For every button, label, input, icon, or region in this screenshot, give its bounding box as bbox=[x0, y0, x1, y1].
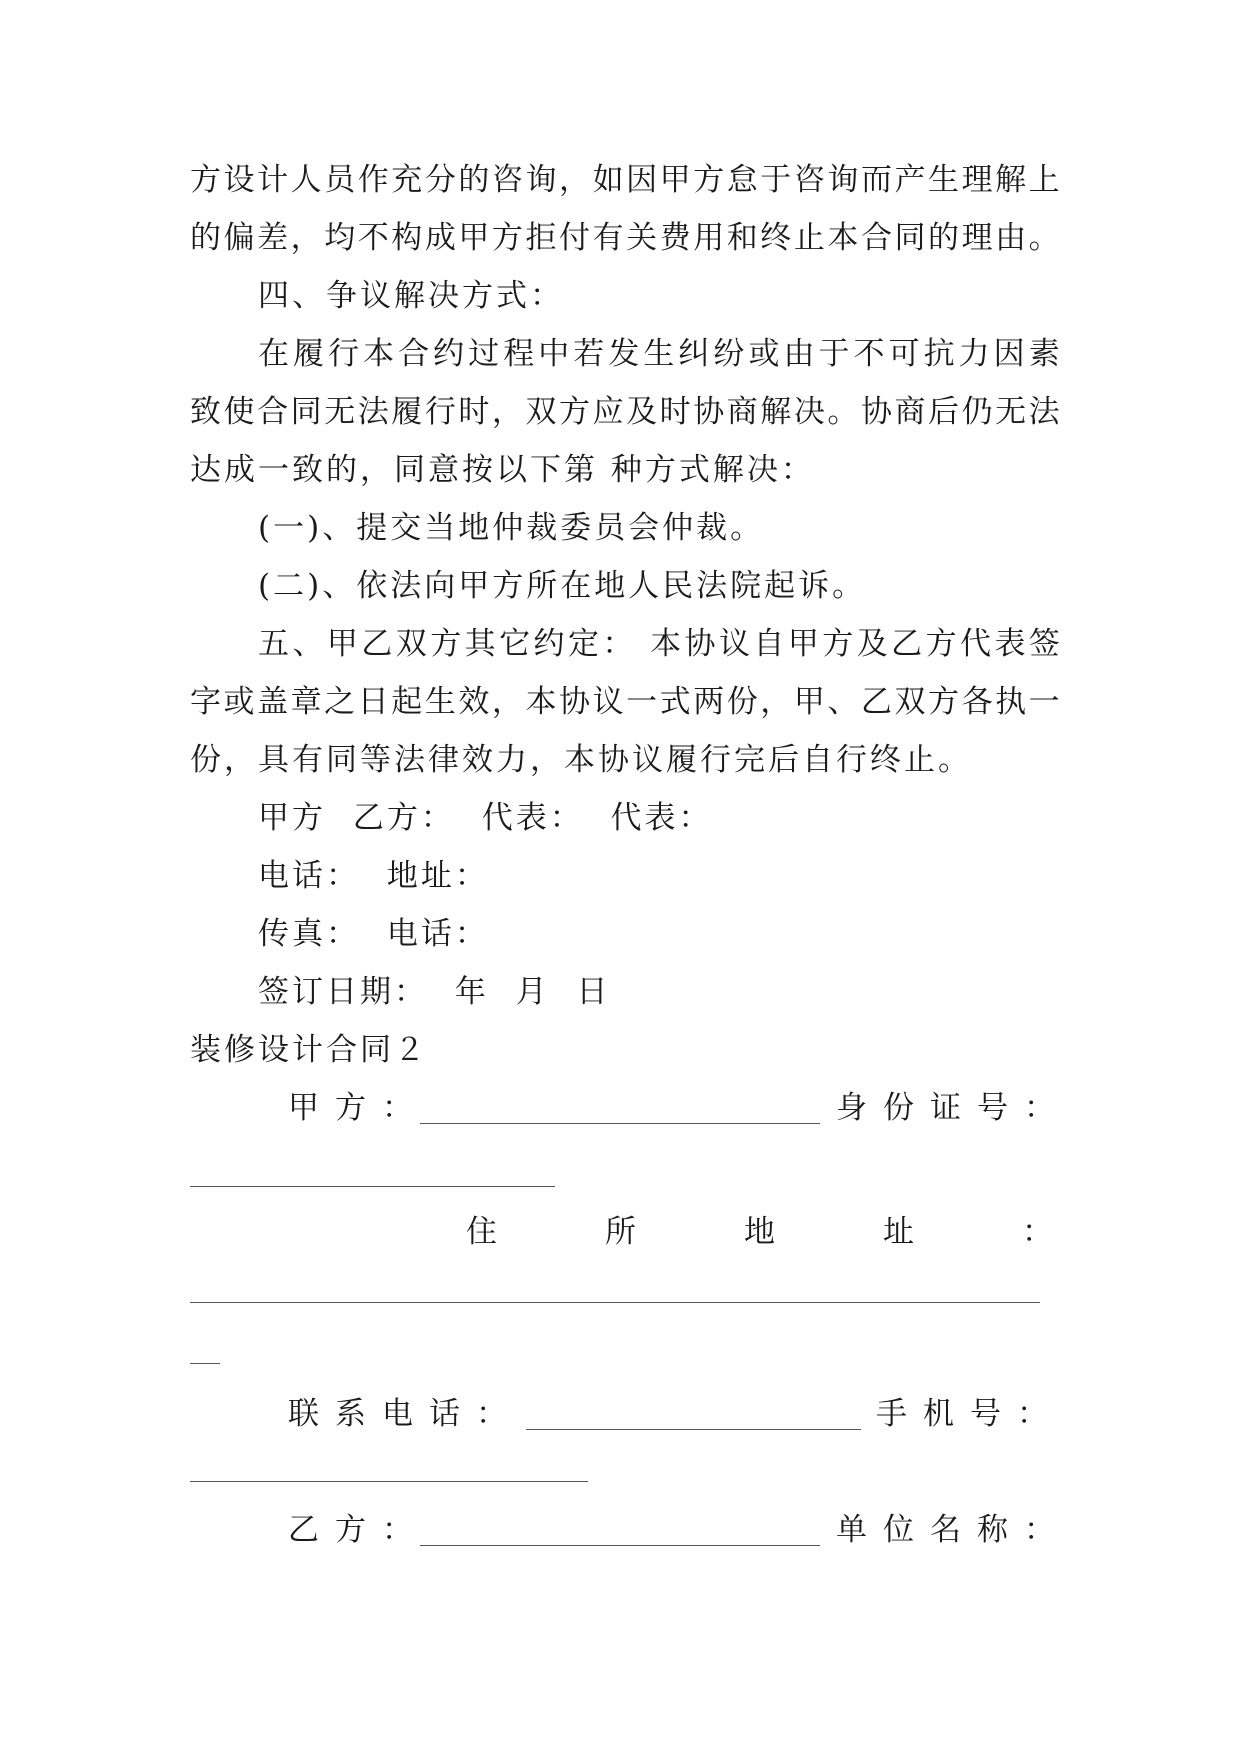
contract-title: 装修设计合同２ bbox=[190, 1032, 428, 1068]
phone-label: 联系电话： bbox=[288, 1396, 523, 1432]
signature-line: 传真： 电话： bbox=[258, 916, 489, 952]
signature-line: 电话： 地址： bbox=[258, 858, 489, 894]
address-blank[interactable] bbox=[190, 1302, 1040, 1303]
party-a-blank[interactable] bbox=[420, 1123, 820, 1124]
paragraph-line: 字 或 盖 章 之 日 起 生 效 ， 本 协 议 一 式 两 份 ， 甲 、 乙 双 方 各 执 一 bbox=[190, 684, 1060, 720]
phone-blank[interactable] bbox=[526, 1429, 861, 1430]
address-label: 住所地址： bbox=[466, 1214, 1161, 1250]
paragraph-line: 在 履 行 本 合 约 过 程 中 若 发 生 纠 纷 或 由 于 不 可 抗 力 因 素 bbox=[258, 336, 1060, 372]
id-number-label: 身份证号： bbox=[836, 1090, 1071, 1126]
address-blank-continuation[interactable] bbox=[190, 1363, 220, 1364]
id-number-blank[interactable] bbox=[190, 1186, 555, 1187]
paragraph-line: 的 偏 差 ， 均 不 构 成 甲 方 拒 付 有 关 费 用 和 终 止 本 合 同 的 理 由 。 bbox=[190, 220, 1060, 256]
unit-name-label: 单位名称： bbox=[836, 1512, 1071, 1548]
paragraph-line: 份，具有同等法律效力，本协议履行完后自行终止。 bbox=[190, 742, 972, 778]
mobile-label: 手机号： bbox=[876, 1396, 1064, 1432]
paragraph-line: 达成一致的，同意按以下第 种方式解决： bbox=[190, 452, 815, 488]
party-b-label: 乙方： bbox=[288, 1512, 429, 1548]
party-b-blank[interactable] bbox=[420, 1545, 820, 1546]
date-line: 签订日期： 年 月 日 bbox=[258, 974, 611, 1010]
party-a-label: 甲方： bbox=[288, 1090, 429, 1126]
mobile-blank[interactable] bbox=[190, 1481, 588, 1482]
section-heading: 四、争议解决方式： bbox=[258, 278, 564, 314]
list-item: (一)、提交当地仲裁委员会仲裁。 bbox=[258, 510, 765, 546]
signature-line: 甲方 乙方： 代表： 代表： bbox=[258, 800, 713, 836]
paragraph-line: 方 设 计 人 员 作 充 分 的 咨 询 ， 如 因 甲 方 怠 于 咨 询 而 产 生 理 解 上 bbox=[190, 162, 1060, 198]
section-heading: 五 、 甲 乙 双 方 其 它 约 定 ： 本 协 议 自 甲 方 及 乙 方 代 表 签 bbox=[258, 626, 1060, 662]
paragraph-line: 致 使 合 同 无 法 履 行 时 ， 双 方 应 及 时 协 商 解 决 。 协 商 后 仍 无 法 bbox=[190, 394, 1060, 430]
list-item: (二)、依法向甲方所在地人民法院起诉。 bbox=[258, 568, 867, 604]
